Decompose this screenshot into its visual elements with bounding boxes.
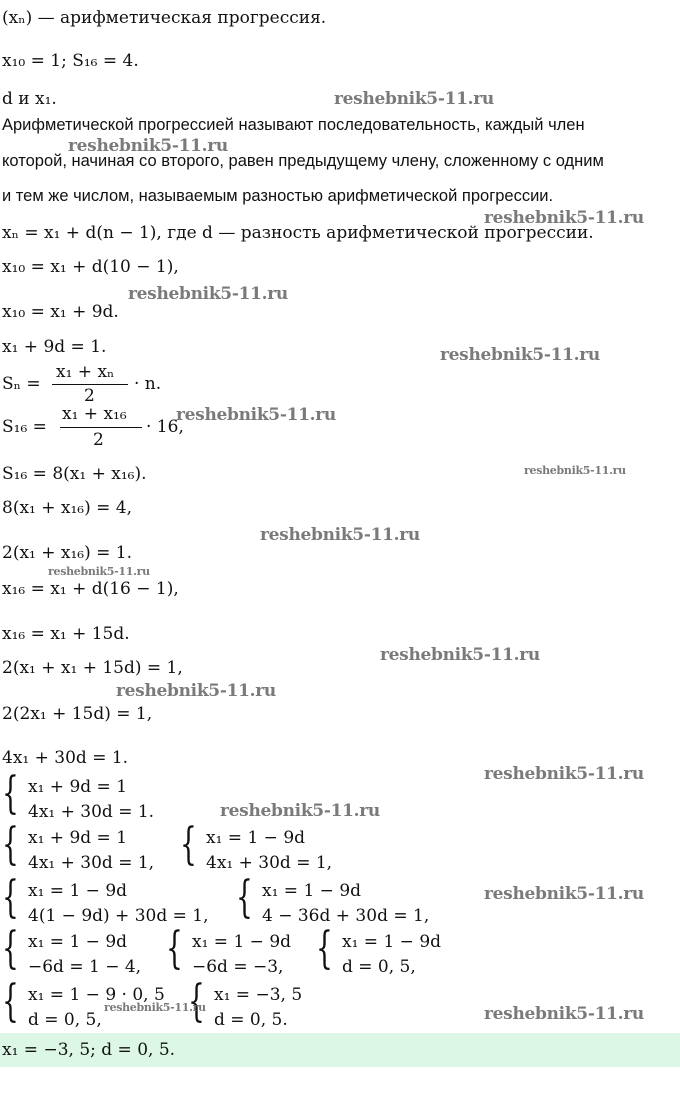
fraction-bar [60, 427, 142, 428]
system-eq: d = 0, 5, [342, 957, 416, 977]
answer-line: x₁ = −3, 5; d = 0, 5. [2, 1040, 176, 1060]
system-eq: x₁ = −3, 5 [214, 985, 303, 1005]
system-brace: { [166, 923, 183, 974]
formula-line: xₙ = x₁ + d(n − 1), где d — разность арифметической прогрессии. [2, 223, 594, 243]
system-eq: 4x₁ + 30d = 1, [206, 853, 333, 873]
system-eq: −6d = −3, [192, 957, 284, 977]
step-line: 2(x₁ + x₁₆) = 1. [2, 543, 133, 563]
system-brace: { [236, 872, 253, 923]
system-eq: 4(1 − 9d) + 30d = 1, [28, 906, 209, 926]
step-line: x₁ + 9d = 1. [2, 337, 107, 357]
step-line: x₁₀ = x₁ + d(10 − 1), [2, 257, 179, 277]
system-brace: { [316, 923, 333, 974]
system-brace: { [2, 976, 19, 1027]
system-eq: 4 − 36d + 30d = 1, [262, 906, 430, 926]
watermark: reshebnik5-11.ru [484, 764, 644, 784]
definition-line-2: которой, начиная со второго, равен предыдущему члену, сложенному с одним [2, 152, 604, 170]
watermark: reshebnik5-11.ru [484, 884, 644, 904]
watermark: reshebnik5-11.ru [176, 405, 336, 425]
system-eq: x₁ = 1 − 9d [192, 932, 292, 952]
given-line: (xₙ) — арифметическая прогрессия. [2, 8, 327, 28]
watermark: reshebnik5-11.ru [128, 284, 288, 304]
watermark: reshebnik5-11.ru [440, 345, 600, 365]
watermark: reshebnik5-11.ru [116, 681, 276, 701]
sn-right: · n. [134, 374, 162, 394]
step-line: x₁₀ = x₁ + 9d. [2, 302, 119, 322]
definition-line-3: и тем же числом, называемым разностью арифметической прогрессии. [2, 187, 554, 205]
sn-denominator: 2 [84, 386, 95, 406]
system-eq: x₁ = 1 − 9d [262, 881, 362, 901]
sn-numerator: x₁ + xₙ [56, 362, 115, 382]
system-brace: { [188, 976, 205, 1027]
system-eq: x₁ = 1 − 9d [28, 881, 128, 901]
find-line: d и x₁. [2, 89, 57, 109]
system-eq: 4x₁ + 30d = 1, [28, 853, 155, 873]
step-line: S₁₆ = 8(x₁ + x₁₆). [2, 464, 147, 484]
watermark: reshebnik5-11.ru [484, 208, 644, 228]
system-eq: x₁ = 1 − 9 · 0, 5 [28, 985, 165, 1005]
fraction-bar [52, 384, 128, 385]
watermark: reshebnik5-11.ru [48, 565, 150, 578]
system-eq: x₁ + 9d = 1 [28, 777, 128, 797]
system-eq: x₁ = 1 − 9d [206, 828, 306, 848]
system-brace: { [180, 819, 197, 870]
system-eq: x₁ = 1 − 9d [342, 932, 442, 952]
system-eq: 4x₁ + 30d = 1. [28, 802, 155, 822]
step-line: 4x₁ + 30d = 1. [2, 748, 129, 768]
step-line: x₁₆ = x₁ + d(16 − 1), [2, 579, 179, 599]
watermark: reshebnik5-11.ru [380, 645, 540, 665]
s16-numerator: x₁ + x₁₆ [62, 404, 127, 424]
watermark: reshebnik5-11.ru [68, 136, 228, 156]
sn-left: Sₙ = [2, 374, 41, 394]
watermark: reshebnik5-11.ru [524, 464, 626, 477]
system-eq: d = 0, 5, [28, 1010, 102, 1030]
watermark: reshebnik5-11.ru [104, 1001, 206, 1014]
system-eq: x₁ = 1 − 9d [28, 932, 128, 952]
system-brace: { [2, 768, 19, 819]
s16-right: · 16, [146, 417, 184, 437]
step-line: 2(x₁ + x₁ + 15d) = 1, [2, 658, 183, 678]
s16-left: S₁₆ = [2, 417, 47, 437]
known-line: x₁₀ = 1; S₁₆ = 4. [2, 51, 139, 71]
watermark: reshebnik5-11.ru [220, 801, 380, 821]
watermark: reshebnik5-11.ru [484, 1004, 644, 1024]
watermark: reshebnik5-11.ru [334, 89, 494, 109]
system-eq: x₁ + 9d = 1 [28, 828, 128, 848]
watermark: reshebnik5-11.ru [260, 525, 420, 545]
system-brace: { [2, 923, 19, 974]
system-brace: { [2, 872, 19, 923]
definition-line-1: Арифметической прогрессией называют последовательность, каждый член [2, 116, 585, 134]
step-line: 8(x₁ + x₁₆) = 4, [2, 498, 133, 518]
system-eq: d = 0, 5. [214, 1010, 288, 1030]
system-brace: { [2, 819, 19, 870]
step-line: x₁₆ = x₁ + 15d. [2, 624, 130, 644]
step-line: 2(2x₁ + 15d) = 1, [2, 704, 153, 724]
system-eq: −6d = 1 − 4, [28, 957, 142, 977]
s16-denominator: 2 [93, 430, 104, 450]
